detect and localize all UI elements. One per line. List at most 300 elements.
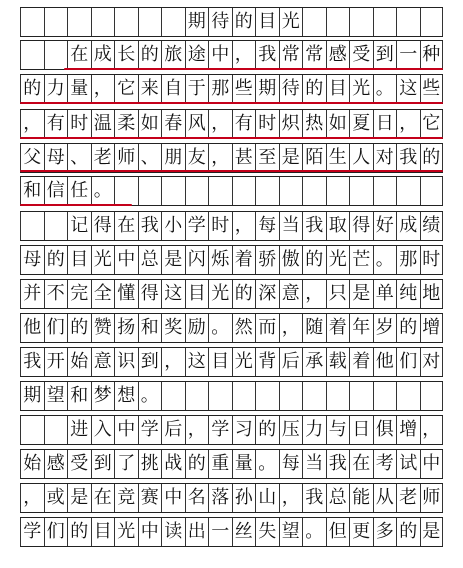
grid-cell: 当 <box>279 212 303 240</box>
grid-cell: 在 <box>114 212 138 240</box>
essay-line <box>20 517 443 547</box>
grid-cell: 望 <box>44 382 68 410</box>
grid-cell: 们 <box>44 518 68 546</box>
essay-line <box>20 143 443 173</box>
grid-cell: 中 <box>420 450 444 478</box>
grid-cell: 名 <box>185 484 209 512</box>
grid-cell: 闪 <box>185 246 209 274</box>
grid-cell: 自 <box>161 75 185 103</box>
grid-cell: 。 <box>373 75 397 103</box>
grid-cell: 师 <box>420 484 444 512</box>
grid-cell <box>349 8 373 36</box>
grid-cell: 旅 <box>161 41 185 69</box>
grid-cell: ， <box>208 144 232 172</box>
grid-cell: 失 <box>255 518 279 546</box>
grid-cell: 扬 <box>114 314 138 342</box>
grid-cell: 中 <box>161 484 185 512</box>
grid-cell <box>114 177 138 205</box>
grid-cell <box>20 212 44 240</box>
grid-cell: 常 <box>302 41 326 69</box>
grid-cell <box>161 382 185 410</box>
grid-cell: 中 <box>114 416 138 444</box>
grid-cell: 一 <box>208 518 232 546</box>
grid-cell: 但 <box>326 518 350 546</box>
grid-cell: 孙 <box>232 484 256 512</box>
grid-cell: 目 <box>208 348 232 376</box>
grid-cell <box>420 8 444 36</box>
grid-cell: 和 <box>138 314 162 342</box>
grid-cell: 每 <box>279 450 303 478</box>
grid-cell: 进 <box>67 416 91 444</box>
grid-cell: 好 <box>373 212 397 240</box>
grid-cell: 这 <box>185 348 209 376</box>
grid-cell: 期 <box>255 75 279 103</box>
grid-cell: 一 <box>396 41 420 69</box>
grid-cell: 待 <box>279 75 303 103</box>
grid-cell <box>302 8 326 36</box>
grid-cell: 而 <box>255 314 279 342</box>
title-row <box>20 7 443 37</box>
grid-cell: ， <box>279 484 303 512</box>
grid-cell: 梦 <box>91 382 115 410</box>
essay-line <box>20 176 443 206</box>
red-underline <box>20 204 132 206</box>
grid-cell: 的 <box>20 75 44 103</box>
grid-cell <box>373 177 397 205</box>
grid-cell: 学 <box>185 212 209 240</box>
grid-cell: 生 <box>326 144 350 172</box>
grid-cell <box>302 177 326 205</box>
grid-cell <box>20 41 44 69</box>
grid-cell: 和 <box>20 177 44 205</box>
grid-cell: 种 <box>420 41 444 69</box>
grid-cell: 有 <box>232 110 256 138</box>
essay-line <box>20 449 443 479</box>
grid-cell: 能 <box>349 484 373 512</box>
grid-cell: 励 <box>185 314 209 342</box>
grid-cell <box>161 177 185 205</box>
grid-cell: 得 <box>349 212 373 240</box>
grid-cell: 我 <box>20 348 44 376</box>
grid-cell: 增 <box>420 314 444 342</box>
grid-cell: 是 <box>279 144 303 172</box>
grid-cell: 的 <box>302 246 326 274</box>
grid-cell: 光 <box>279 8 303 36</box>
grid-cell: 热 <box>302 110 326 138</box>
grid-cell: 光 <box>114 518 138 546</box>
grid-cell: 背 <box>255 348 279 376</box>
grid-cell: 师 <box>114 144 138 172</box>
grid-cell: 绩 <box>420 212 444 240</box>
grid-cell: 意 <box>279 280 303 308</box>
grid-cell: 了 <box>114 450 138 478</box>
grid-cell: 我 <box>396 144 420 172</box>
grid-cell: 是 <box>67 484 91 512</box>
grid-cell: 它 <box>420 110 444 138</box>
grid-cell: 。 <box>91 177 115 205</box>
grid-cell <box>326 382 350 410</box>
grid-cell: 于 <box>185 75 209 103</box>
red-underline <box>64 68 443 70</box>
grid-cell: 载 <box>326 348 350 376</box>
grid-cell: 不 <box>44 280 68 308</box>
grid-cell: 傲 <box>279 246 303 274</box>
essay-line <box>20 313 443 343</box>
grid-cell: 人 <box>349 144 373 172</box>
grid-cell: ， <box>420 416 444 444</box>
grid-cell: 光 <box>208 280 232 308</box>
grid-cell <box>44 41 68 69</box>
grid-cell: 们 <box>44 314 68 342</box>
essay-line <box>20 40 443 70</box>
grid-cell: 至 <box>255 144 279 172</box>
grid-cell: 入 <box>91 416 115 444</box>
grid-cell <box>91 8 115 36</box>
grid-cell: 量 <box>67 75 91 103</box>
grid-cell: 来 <box>138 75 162 103</box>
grid-cell: 到 <box>138 348 162 376</box>
grid-cell: 总 <box>326 484 350 512</box>
essay-line <box>20 279 443 309</box>
grid-cell: 的 <box>232 280 256 308</box>
grid-cell <box>396 382 420 410</box>
grid-cell: 他 <box>373 348 397 376</box>
grid-cell: 试 <box>396 450 420 478</box>
grid-cell: ， <box>396 110 420 138</box>
grid-cell: 着 <box>232 246 256 274</box>
grid-cell: 在 <box>67 41 91 69</box>
grid-cell <box>349 382 373 410</box>
grid-cell: 始 <box>20 450 44 478</box>
grid-cell: 。 <box>208 314 232 342</box>
grid-cell: 只 <box>326 280 350 308</box>
grid-cell: 目 <box>67 246 91 274</box>
grid-cell: 如 <box>138 110 162 138</box>
grid-cell <box>255 177 279 205</box>
grid-cell: 。 <box>138 382 162 410</box>
grid-cell: 他 <box>20 314 44 342</box>
grid-cell <box>349 177 373 205</box>
grid-cell: 丝 <box>232 518 256 546</box>
grid-cell: 时 <box>255 110 279 138</box>
grid-cell: 意 <box>91 348 115 376</box>
grid-cell: 读 <box>161 518 185 546</box>
grid-cell: 在 <box>349 450 373 478</box>
grid-cell: 光 <box>232 348 256 376</box>
grid-cell: 的 <box>255 416 279 444</box>
grid-cell: 友 <box>185 144 209 172</box>
grid-cell: 有 <box>44 110 68 138</box>
grid-cell: 学 <box>138 416 162 444</box>
grid-cell: 。 <box>373 246 397 274</box>
grid-cell: 这 <box>161 280 185 308</box>
grid-cell: 是 <box>161 246 185 274</box>
grid-cell: 炽 <box>279 110 303 138</box>
grid-cell: 途 <box>185 41 209 69</box>
grid-cell: ， <box>232 212 256 240</box>
grid-cell: 它 <box>114 75 138 103</box>
grid-cell: 俱 <box>373 416 397 444</box>
grid-cell: 每 <box>255 212 279 240</box>
grid-cell: 老 <box>91 144 115 172</box>
grid-cell: 。 <box>255 450 279 478</box>
grid-cell: 成 <box>396 212 420 240</box>
grid-cell: 习 <box>232 416 256 444</box>
grid-cell: 着 <box>326 314 350 342</box>
grid-cell: 深 <box>255 280 279 308</box>
grid-cell: 单 <box>373 280 397 308</box>
grid-cell: 战 <box>161 450 185 478</box>
grid-cell <box>373 8 397 36</box>
grid-cell: 芒 <box>349 246 373 274</box>
grid-cell: 的 <box>420 144 444 172</box>
grid-cell <box>44 212 68 240</box>
grid-cell: ， <box>20 484 44 512</box>
grid-cell: 的 <box>185 450 209 478</box>
grid-cell: 我 <box>326 450 350 478</box>
grid-cell: 中 <box>208 41 232 69</box>
grid-cell: 记 <box>67 212 91 240</box>
grid-cell: 柔 <box>114 110 138 138</box>
grid-cell: 总 <box>138 246 162 274</box>
red-underline <box>20 137 443 139</box>
grid-cell: 在 <box>91 484 115 512</box>
grid-cell: 日 <box>373 110 397 138</box>
grid-cell: 后 <box>279 348 303 376</box>
grid-cell: 纯 <box>396 280 420 308</box>
grid-cell <box>396 177 420 205</box>
grid-cell <box>138 8 162 36</box>
grid-cell: 岁 <box>373 314 397 342</box>
grid-cell: 压 <box>279 416 303 444</box>
grid-cell: 懂 <box>114 280 138 308</box>
grid-cell: ， <box>185 416 209 444</box>
grid-cell: 成 <box>91 41 115 69</box>
grid-cell: 望 <box>279 518 303 546</box>
essay-line <box>20 483 443 513</box>
grid-cell: 的 <box>138 41 162 69</box>
grid-cell: 母 <box>44 144 68 172</box>
grid-cell: 取 <box>326 212 350 240</box>
grid-cell: 对 <box>373 144 397 172</box>
grid-cell: 那 <box>396 246 420 274</box>
grid-cell: 想 <box>114 382 138 410</box>
grid-cell: 中 <box>138 518 162 546</box>
grid-cell <box>326 8 350 36</box>
grid-cell: 力 <box>302 416 326 444</box>
essay-line <box>20 415 443 445</box>
grid-cell: 时 <box>420 246 444 274</box>
grid-cell: 期 <box>20 382 44 410</box>
grid-cell: 。 <box>302 518 326 546</box>
grid-cell: 父 <box>20 144 44 172</box>
grid-cell: 始 <box>67 348 91 376</box>
grid-cell <box>185 382 209 410</box>
grid-cell: 骄 <box>255 246 279 274</box>
grid-cell: 当 <box>302 450 326 478</box>
grid-cell: 光 <box>326 246 350 274</box>
grid-cell <box>161 8 185 36</box>
grid-cell: 的 <box>232 8 256 36</box>
grid-cell: ， <box>302 280 326 308</box>
grid-cell: 到 <box>91 450 115 478</box>
grid-cell: ， <box>232 41 256 69</box>
grid-cell: 春 <box>161 110 185 138</box>
essay-line <box>20 347 443 377</box>
grid-cell: 随 <box>302 314 326 342</box>
grid-cell: 目 <box>255 8 279 36</box>
grid-cell <box>114 8 138 36</box>
grid-cell: ， <box>208 110 232 138</box>
grid-cell: 目 <box>326 75 350 103</box>
grid-cell: 些 <box>420 75 444 103</box>
grid-cell: 风 <box>185 110 209 138</box>
grid-cell: 是 <box>420 518 444 546</box>
grid-cell: 开 <box>44 348 68 376</box>
grid-cell: 与 <box>326 416 350 444</box>
grid-cell: 目 <box>185 280 209 308</box>
grid-cell <box>326 177 350 205</box>
grid-cell: 我 <box>255 41 279 69</box>
grid-cell: 增 <box>396 416 420 444</box>
essay-line <box>20 109 443 139</box>
grid-cell: 信 <box>44 177 68 205</box>
grid-cell: 全 <box>91 280 115 308</box>
grid-cell: 多 <box>373 518 397 546</box>
grid-cell: 山 <box>255 484 279 512</box>
grid-cell: 的 <box>67 314 91 342</box>
grid-cell: 任 <box>67 177 91 205</box>
grid-cell <box>20 8 44 36</box>
grid-cell: 出 <box>185 518 209 546</box>
grid-cell <box>279 382 303 410</box>
grid-cell: 感 <box>326 41 350 69</box>
grid-cell: ， <box>91 75 115 103</box>
essay-line <box>20 245 443 275</box>
grid-cell: 从 <box>373 484 397 512</box>
grid-cell: 我 <box>138 212 162 240</box>
grid-cell <box>255 382 279 410</box>
grid-cell: 更 <box>349 518 373 546</box>
grid-cell: 光 <box>349 75 373 103</box>
grid-cell <box>44 416 68 444</box>
red-underline <box>20 102 443 104</box>
grid-cell: 赞 <box>91 314 115 342</box>
grid-cell: 目 <box>91 518 115 546</box>
grid-cell: 的 <box>67 518 91 546</box>
grid-cell: ， <box>161 348 185 376</box>
grid-cell: 、 <box>67 144 91 172</box>
grid-cell: 温 <box>91 110 115 138</box>
essay-line <box>20 381 443 411</box>
grid-cell: 老 <box>396 484 420 512</box>
essay-line <box>20 211 443 241</box>
essay-line <box>20 74 443 104</box>
grid-cell: 得 <box>138 280 162 308</box>
grid-cell: 考 <box>373 450 397 478</box>
grid-cell: 挑 <box>138 450 162 478</box>
grid-cell: 甚 <box>232 144 256 172</box>
grid-cell: 那 <box>208 75 232 103</box>
grid-cell: 受 <box>349 41 373 69</box>
grid-cell: 的 <box>396 518 420 546</box>
grid-cell <box>396 8 420 36</box>
grid-cell: 量 <box>232 450 256 478</box>
grid-cell: 然 <box>232 314 256 342</box>
grid-cell: 竞 <box>114 484 138 512</box>
grid-cell: 是 <box>349 280 373 308</box>
grid-cell: 赛 <box>138 484 162 512</box>
grid-cell: 日 <box>349 416 373 444</box>
grid-cell <box>185 177 209 205</box>
grid-cell: 夏 <box>349 110 373 138</box>
grid-cell: 力 <box>44 75 68 103</box>
grid-cell: 落 <box>208 484 232 512</box>
grid-cell: 受 <box>67 450 91 478</box>
grid-cell: 感 <box>44 450 68 478</box>
grid-cell: 母 <box>20 246 44 274</box>
grid-cell: 重 <box>208 450 232 478</box>
grid-cell: 后 <box>161 416 185 444</box>
grid-cell: 我 <box>302 484 326 512</box>
grid-cell: 完 <box>67 280 91 308</box>
grid-cell: 着 <box>349 348 373 376</box>
grid-cell: 年 <box>349 314 373 342</box>
grid-cell <box>420 382 444 410</box>
grid-cell <box>279 177 303 205</box>
grid-cell: 并 <box>20 280 44 308</box>
grid-cell <box>373 382 397 410</box>
grid-cell: 的 <box>396 314 420 342</box>
grid-cell <box>208 382 232 410</box>
grid-cell: 学 <box>208 416 232 444</box>
grid-cell: 待 <box>208 8 232 36</box>
grid-cell: 们 <box>396 348 420 376</box>
grid-cell: 、 <box>138 144 162 172</box>
grid-cell: 光 <box>91 246 115 274</box>
grid-cell: 烁 <box>208 246 232 274</box>
grid-cell: 地 <box>420 280 444 308</box>
grid-cell <box>232 177 256 205</box>
grid-cell: 学 <box>20 518 44 546</box>
grid-cell: 和 <box>67 382 91 410</box>
grid-cell: 陌 <box>302 144 326 172</box>
grid-cell <box>302 382 326 410</box>
grid-cell: 长 <box>114 41 138 69</box>
grid-cell: 承 <box>302 348 326 376</box>
grid-cell: 朋 <box>161 144 185 172</box>
grid-cell: 得 <box>91 212 115 240</box>
grid-cell: ， <box>279 314 303 342</box>
grid-cell: 时 <box>208 212 232 240</box>
grid-cell: 中 <box>114 246 138 274</box>
grid-cell: 些 <box>232 75 256 103</box>
grid-cell: 的 <box>44 246 68 274</box>
grid-cell: 期 <box>185 8 209 36</box>
grid-cell: ， <box>20 110 44 138</box>
grid-cell: 对 <box>420 348 444 376</box>
grid-cell <box>20 416 44 444</box>
grid-cell <box>44 8 68 36</box>
grid-cell: 识 <box>114 348 138 376</box>
red-underline <box>20 170 443 172</box>
grid-cell: 到 <box>373 41 397 69</box>
grid-cell: 如 <box>326 110 350 138</box>
grid-cell: 的 <box>302 75 326 103</box>
grid-cell <box>420 177 444 205</box>
grid-cell: 奖 <box>161 314 185 342</box>
grid-cell: 或 <box>44 484 68 512</box>
